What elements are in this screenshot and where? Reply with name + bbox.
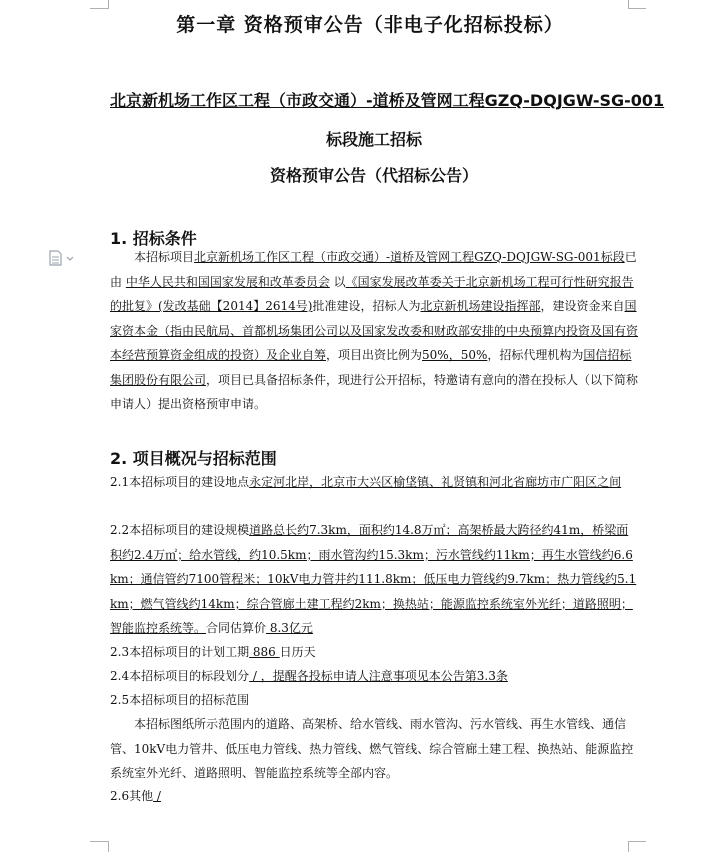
item-2-2-run-3: 8.3亿元: [266, 621, 313, 635]
section1-paragraph-run-14: ，项目已具备招标条件，现进行公开招标，特邀请有意向的潜在投标人（以下简称申请人）提出资格预审申请。: [110, 372, 639, 411]
section1-paragraph-run-9: 国家资本金（指由民航局、首都机场集团公司以及国家发改委和财政部安排的中央预算内投资及国有资本经营预算资金组成的投资）及企业自筹: [110, 299, 639, 362]
section-title: 标段施工招标: [325, 130, 422, 149]
section1-paragraph-run-6: 批准建设，招标人为: [312, 299, 421, 313]
section1-paragraph-run-7: 北京新机场建设指挥部: [420, 299, 541, 313]
item-2-3-run-2: 日历天: [279, 645, 316, 659]
item-2-6-run-0: 2.6其他: [110, 789, 154, 803]
item-2-5: 2.5本招标项目的招标范围: [110, 693, 250, 707]
chapter-title: 第一章 资格预审公告（非电子化招标投标）: [176, 14, 564, 36]
document-icon[interactable]: [48, 250, 76, 266]
section2-heading: 2. 项目概况与招标范围: [110, 449, 277, 468]
project-title-name: 北京新机场工作区工程（市政交通）-道桥及管网工程: [110, 91, 485, 110]
corner-mark-tr-v: [628, 0, 629, 9]
section1-paragraph-run-12: ，招标代理机构为: [487, 348, 584, 362]
section1-paragraph-run-4: 以: [329, 274, 346, 289]
section1-paragraph-run-11: 50%，50%: [422, 348, 488, 362]
item-2-2-run-0: 2.2本招标项目的建设规模: [110, 523, 250, 537]
item-2-3-run-0: 2.3本招标项目的计划工期: [110, 645, 250, 659]
item-2-2-run-1: 道路总长约7.3km，面积约14.8万㎡；高架桥最大跨径约41m，桥梁面积约2.4万㎡；给水管线，约10.5km；雨水管沟约15.3km；污水管线约11km；再生水管线约6.6km；通信管约7100管程米；10kV电力管井约111.8km；低压电力管线约9.7km；热力管线约5.1km；燃气管线约14km；综合管廊土建工程约2km；换热站；能源监控系统室外光纤；道路照明；智能监控系统等。: [110, 523, 637, 635]
item-2-5-body: 本招标图纸所示范围内的道路、高架桥、给水管线、雨水管沟、污水管线、再生水管线、通信管、10kV电力管井、低压电力管线、热力管线、燃气管线、综合管廊土建工程、换热站、能源监控系统室外光纤、道路照明、智能监控系统等全部内容。: [110, 717, 634, 780]
corner-mark-bl-h: [90, 841, 108, 842]
item-2-3-run-1: 886: [249, 645, 280, 659]
section1-paragraph: [110, 245, 640, 417]
corner-mark-tl-h: [90, 8, 108, 9]
section1-paragraph-run-2: 已由: [110, 250, 637, 289]
corner-mark-tl-v: [108, 0, 109, 9]
item-2-1: [110, 470, 640, 495]
item-2-1-run-0: 2.1本招标项目的建设地点: [110, 475, 250, 489]
corner-mark-br-h: [628, 841, 646, 842]
item-2-4: [110, 664, 640, 689]
item-2-2-run-2: 合同估算价: [206, 621, 267, 635]
section1-paragraph-run-3: 中华人民共和国国家发展和改革委员会: [125, 274, 330, 289]
corner-mark-br-v: [628, 841, 629, 852]
corner-mark-bl-v: [108, 841, 109, 852]
notice-title: 资格预审公告（代招标公告）: [269, 166, 478, 185]
section1-heading: 1. 招标条件: [110, 229, 197, 248]
item-2-1-run-1: 永定河北岸，北京市大兴区榆垡镇、礼贤镇和河北省廊坊市广阳区之间: [249, 475, 622, 489]
section1-paragraph-run-1: 北京新机场工作区工程（市政交通）-道桥及管网工程GZQ-DQJGW-SG-001标段: [194, 250, 625, 264]
project-title-code: GZQ-DQJGW-SG-001: [484, 91, 665, 110]
section1-paragraph-run-13: 国信招标集团股份有限公司: [110, 348, 632, 387]
project-title: [110, 88, 664, 111]
item-2-6: [110, 784, 640, 809]
item-2-2: [110, 518, 640, 641]
item-2-4-run-0: 2.4本招标项目的标段划分: [110, 669, 250, 683]
corner-mark-tr-h: [628, 8, 646, 9]
section1-paragraph-run-0: 本招标项目: [134, 250, 195, 264]
section1-paragraph-run-10: ，项目出资比例为: [326, 348, 423, 362]
item-2-3: [110, 640, 640, 665]
item-2-6-run-1: /: [153, 789, 161, 803]
section1-paragraph-run-5: 《国家发展改革委关于北京新机场工程可行性研究报告的批复》(发改基础【2014】2614号): [110, 274, 634, 313]
section1-paragraph-run-8: ，建设资金来自: [540, 299, 625, 313]
item-2-4-run-1: / ，提醒各投标申请人注意事项见本公告第3.3条: [249, 669, 508, 683]
